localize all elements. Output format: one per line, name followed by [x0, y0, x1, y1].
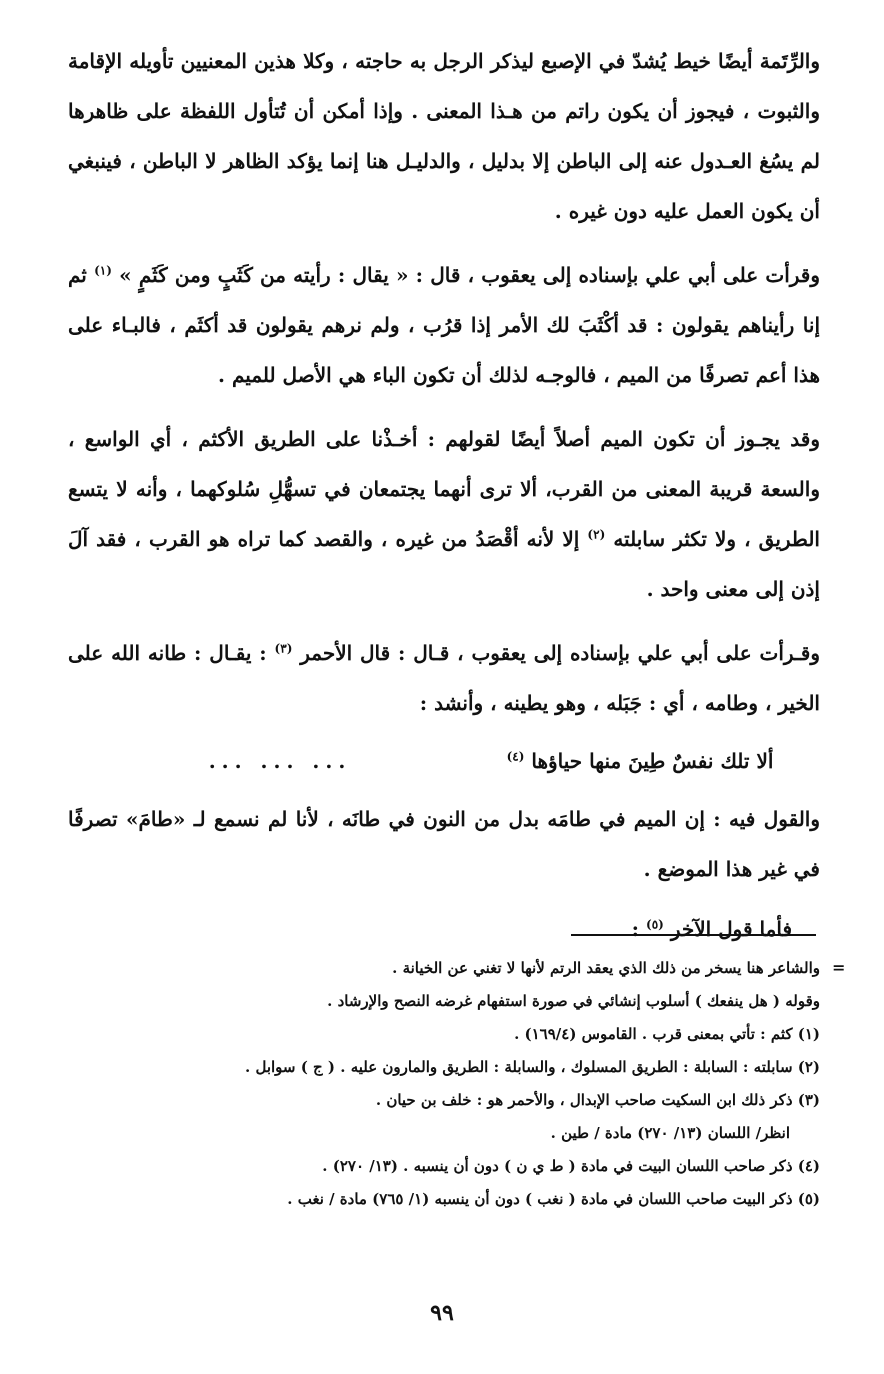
- footnote-3-reference: انظر/ اللسان (١٣/ ٢٧٠) مادة / طين .: [550, 1124, 790, 1142]
- footnote-3: (٣) ذكر ذلك ابن السكيت صاحب الإبدال ، والأحمر هو : خلف بن حيان .: [375, 1091, 820, 1109]
- paragraph-text: وقرأت على أبي علي بإسناده إلى يعقوب ، قال : « يقال : رأيته من كَثَبٍ ومن كَثَمٍ »: [119, 263, 821, 287]
- footnote-5: (٥) ذكر البيت صاحب اللسان في مادة ( نغب ) دون أن ينسبه (١/ ٧٦٥) مادة / نغب .: [287, 1190, 820, 1208]
- verse-text: ألا تلك نفسٌ طِينَ منها حياؤها: [531, 749, 774, 773]
- footnotes: [68, 952, 820, 1216]
- footnote-separator: [571, 934, 816, 936]
- footnote-2: (٢) سابلته : السابلة : الطريق المسلوك ، والسابلة : الطريق والمارون عليه . ( ج ) سوابل .: [245, 1058, 820, 1076]
- paragraph-text-continued: إلا لأنه أقْصَدُ من غيره ، والقصد كما تراه هو القرب ، فقد آلَ إذن إلى معنى واحد .: [68, 527, 820, 601]
- verse-second-hemistich: ... ... ...: [208, 749, 352, 773]
- paragraph-2: [68, 250, 820, 400]
- paragraph-3: [68, 414, 820, 614]
- verse-first-hemistich: [460, 736, 820, 786]
- footnote-4: (٤) ذكر صاحب اللسان البيت في مادة ( ط ي ن ) دون أن ينسبه . (١٣/ ٢٧٠) .: [322, 1157, 820, 1175]
- verse-intro-line: [68, 904, 820, 954]
- footnote-continuation: وقوله ( هل ينفعك ) أسلوب إنشائي في صورة استفهام غرضه النصح والإرشاد .: [327, 992, 820, 1010]
- paragraph-text: والقول فيه : إن الميم في طامَه بدل من النون في طانَه ، لأنا لم نسمع لـ «طامَ» تصرفًا في غير هذا الموضع .: [68, 807, 820, 881]
- footnote-1: (١) كثم : تأتي بمعنى قرب . القاموس (١٦٩/٤) .: [514, 1025, 820, 1043]
- paragraph-text: والرِّتَمة أيضًا خيط يُشدّ في الإصبع ليذكر الرجل به حاجته ، وكلا هذين المعنيين تأويله الإقامة والثبوت ، فيجوز أن يكون راتم من هـذا المعنى . وإذا أمكن أن تُتأول اللفظة على ظاهرها لم يسُغ العـدول عنه إلى الباطن إلا بدليل ، والدليـل هنا إنما يؤكد الظاهر لا الباطن ، فينبغي أن يكون العمل عليه دون غيره .: [68, 49, 820, 223]
- paragraph-text-continued: : يقـال : طانه الله على الخير ، وطامه ، أي : جَبَله ، وهو يطينه ، وأنشد :: [68, 641, 820, 715]
- continuation-mark: =: [832, 958, 846, 977]
- intro-text: فأما قول الآخر: [670, 917, 792, 941]
- paragraph-5: [68, 794, 820, 894]
- footnote-continuation: والشاعر هنا يسخر من ذلك الذي يعقد الرتم لأنها لا تغني عن الخيانة .: [392, 959, 820, 977]
- main-text: [68, 36, 820, 954]
- paragraph-4: [68, 628, 820, 728]
- footnote-ref-3: (٣): [274, 641, 293, 656]
- paragraph-text: وقد يجـوز أن تكون الميم أصلاً أيضًا لقولهم : أخـذْنا على الطريق الأكثم ، أي الواسع ، والسعة قريبة المعنى من القرب، ألا ترى أنهما يجتمعان في تسهُّلِ سُلوكهما ، وأنه لا يتسع الطريق ، ولا تكثر سابلته: [68, 427, 820, 551]
- footnote-ref-2: (٢): [587, 527, 606, 542]
- poem-verse: [68, 736, 820, 786]
- footnote-ref-4: (٤): [506, 749, 525, 764]
- footnote-ref-5: (٥): [646, 917, 664, 932]
- paragraph-text: وقـرأت على أبي علي بإسناده إلى يعقوب ، قـال : قال الأحمر: [300, 641, 821, 665]
- page-number: ٩٩: [430, 1300, 454, 1326]
- paragraph-text-continued: ثم إنا رأيناهم يقولون : قد أكْثَبَ لك الأمر إذا قرُب ، ولم نرهم يقولون قد أكثَم ، فالبـاء على هذا أعم تصرفًا من الميم ، فالوجـه لذلك أن تكون الباء هي الأصل للميم .: [68, 263, 820, 387]
- intro-colon: :: [631, 917, 640, 941]
- footnote-ref-1: (١): [94, 263, 112, 278]
- paragraph-1: [68, 36, 820, 236]
